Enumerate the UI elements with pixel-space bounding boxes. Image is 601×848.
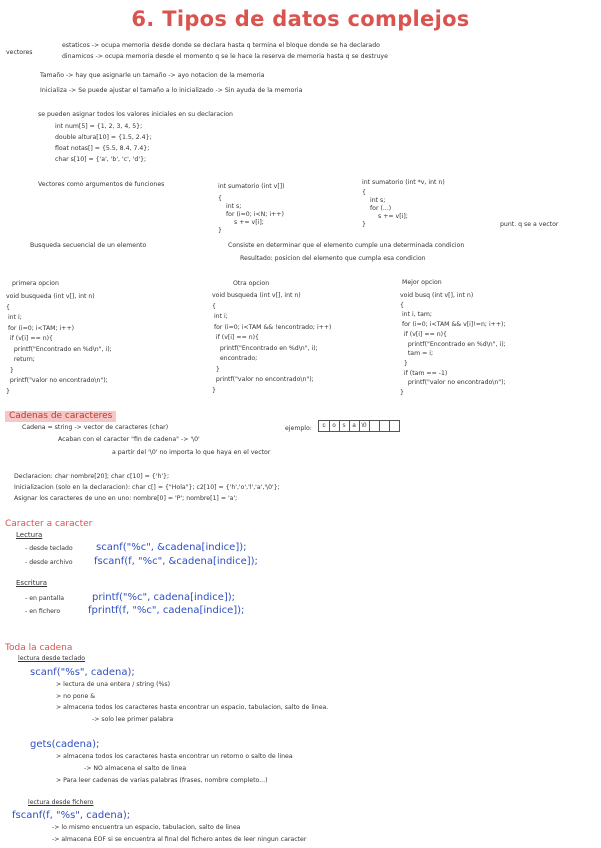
init-line: double altura[10] = {1.5, 2.4}; — [55, 134, 152, 141]
func-left-code: for (i=0; i<N; i++) — [226, 211, 284, 218]
func-right-code: int sumatorio (int *v, int n) — [362, 179, 445, 186]
scanf-note: > almacena todos los caracteres hasta encontrar un espacio, tabulacion, salto de linea. — [56, 704, 329, 711]
escritura-label: Escritura — [16, 579, 48, 587]
intro-size-line: Tamaño -> hay que asignarle un tamaño -> ayo notacion de la memoria — [40, 72, 265, 79]
algo-code-2: void busqueda (int v[], int n) { int i; for (i=0; i<TAM && !encontrado; i++) if (v[i] == n){ printf("Encontrado en %d\n", i); encontrado; } printf("valor no encontrado\n"); } — [212, 292, 332, 394]
func-right-code: { — [362, 189, 366, 196]
char-heading: Caracter a caracter — [5, 519, 93, 529]
gets-code: gets(cadena); — [30, 739, 100, 750]
func-left-code: } — [218, 227, 222, 234]
strings-bullet: Inicializacion (solo en la declaracion): char c[] = {"Hola"}; c2[10] = {'h','o','l','a','\0'}; — [14, 484, 280, 491]
scanf-code: scanf("%s", cadena); — [30, 667, 135, 678]
page-title: 6. Tipos de datos complejos — [131, 7, 470, 31]
toda-heading: Toda la cadena — [5, 643, 73, 653]
algo-heading: Otra opcion — [233, 280, 270, 287]
func-right-code: for (...) — [370, 205, 392, 212]
func-left-code: s += v[i]; — [234, 219, 264, 226]
func-left-code: int s; — [226, 203, 242, 210]
search-left: Busqueda secuencial de un elemento — [30, 242, 147, 249]
toda-sub-keyboard: lectura desde teclado — [18, 655, 86, 662]
string-cell: a — [349, 421, 360, 431]
func-args-header: Vectores como argumentos de funciones — [38, 181, 165, 188]
func-right-code: } — [362, 221, 366, 228]
strings-line: Cadena = string -> vector de caracteres (char) — [22, 424, 169, 431]
read-code: scanf("%c", &cadena[indice]); — [96, 542, 247, 553]
func-left-code: { — [218, 195, 222, 202]
gets-note: > Para leer cadenas de varias palabras (frases, nombre completo...) — [56, 777, 268, 784]
strings-heading: Cadenas de caracteres — [5, 411, 116, 422]
gets-note: -> NO almacena el salto de linea — [84, 765, 187, 772]
string-cell — [389, 421, 399, 431]
scanf-note: -> solo lee primer palabra — [92, 716, 174, 723]
scanf-note: > no pone & — [56, 693, 96, 700]
intro-static-line: estaticos -> ocupa memoria desde donde se declara hasta q termina el bloque donde se ha declarado — [62, 42, 380, 49]
strings-line: Acaban con el caracter "fin de cadena" -> '\0' — [58, 436, 200, 443]
func-right-code: s += v[i]; — [378, 213, 408, 220]
example-label: ejemplo: — [285, 425, 312, 432]
string-cell: \0 — [359, 421, 370, 431]
toda-sub-file: lectura desde fichero — [28, 799, 94, 806]
algo-code-1: void busqueda (int v[], int n) { int i; for (i=0; i<TAM; i++) if (v[i] == n){ printf("Encontrado en %d\n", i); return; } printf("valor no encontrado\n"); } — [6, 293, 112, 395]
search-right-a: Consiste en determinar que el elemento cumple una determinada condicion — [228, 242, 465, 249]
string-cell: o — [329, 421, 340, 431]
strings-line: a partir del '\0' no importa lo que haya en el vector — [112, 449, 271, 456]
func-left-code: int sumatorio (int v[]) — [218, 183, 285, 190]
write-code: printf("%c", cadena[indice]); — [92, 592, 236, 603]
strings-bullet: Declaracion: char nombre[20]; char c[10] = {'h'}; — [14, 473, 170, 480]
strings-bullet: Asignar los caracteres de uno en uno: nombre[0] = 'P'; nombre[1] = 'a'; — [14, 495, 238, 502]
vectores-label: vectores — [6, 49, 33, 56]
search-right-b: Resultado: posicion del elemento que cumpla esa condicion — [240, 255, 426, 262]
write-code: fprintf(f, "%c", cadena[indice]); — [88, 605, 245, 616]
read-line-label: - desde archivo — [25, 559, 73, 566]
scanf-note: > lectura de una entera / string (%s) — [56, 681, 171, 688]
init-line: char s[10] = {'a', 'b', 'c', 'd'}; — [55, 156, 147, 163]
intro-dynamic-line: dinamicos -> ocupa memoria desde el momento q se le hace la reserva de memoria hasta q se destruye — [62, 53, 388, 60]
func-note: punt. q se a vector — [500, 221, 559, 228]
func-right-code: int s; — [370, 197, 386, 204]
intro-init-line: Inicializa -> Se puede ajustar el tamaño a lo inicializado -> Sin ayuda de la memoria — [40, 87, 303, 94]
fscanf-note: -> almacena EOF si se encuentra al final del fichero antes de leer ningun caracter — [52, 836, 307, 843]
lectura-label: Lectura — [16, 531, 43, 539]
write-line-label: - en pantalla — [25, 595, 64, 602]
read-line-label: - desde teclado — [25, 545, 73, 552]
gets-note: > almacena todos los caracteres hasta encontrar un retorno o salto de linea — [56, 753, 293, 760]
read-code: fscanf(f, "%c", &cadena[indice]); — [94, 556, 258, 567]
fscanf-code: fscanf(f, "%s", cadena); — [12, 810, 131, 821]
init-header: se pueden asignar todos los valores iniciales en su declaracion — [38, 111, 233, 118]
fscanf-note: -> lo mismo encuentra un espacio, tabulacion, salto de linea — [52, 824, 241, 831]
algo-heading: primera opcion — [12, 280, 59, 287]
init-line: float notas[] = {5.5, 8.4, 7.4}; — [55, 145, 150, 152]
init-line: int num[5] = {1, 2, 3, 4, 5}; — [55, 123, 143, 130]
string-cell: c — [319, 421, 330, 431]
algo-code-3: void busq (int v[], int n) { int i, tam; for (i=0; i<TAM && v[i]!=n; i++); if (v[i] == n){ printf("Encontrado en %d\n", i); tam = i; } if (tam == -1) printf("valor no encontrado\n"); } — [400, 292, 506, 397]
algo-heading: Mejor opcion — [402, 279, 442, 286]
string-array-diagram — [318, 420, 400, 432]
write-line-label: - en fichero — [25, 608, 61, 615]
string-cell: s — [339, 421, 350, 431]
